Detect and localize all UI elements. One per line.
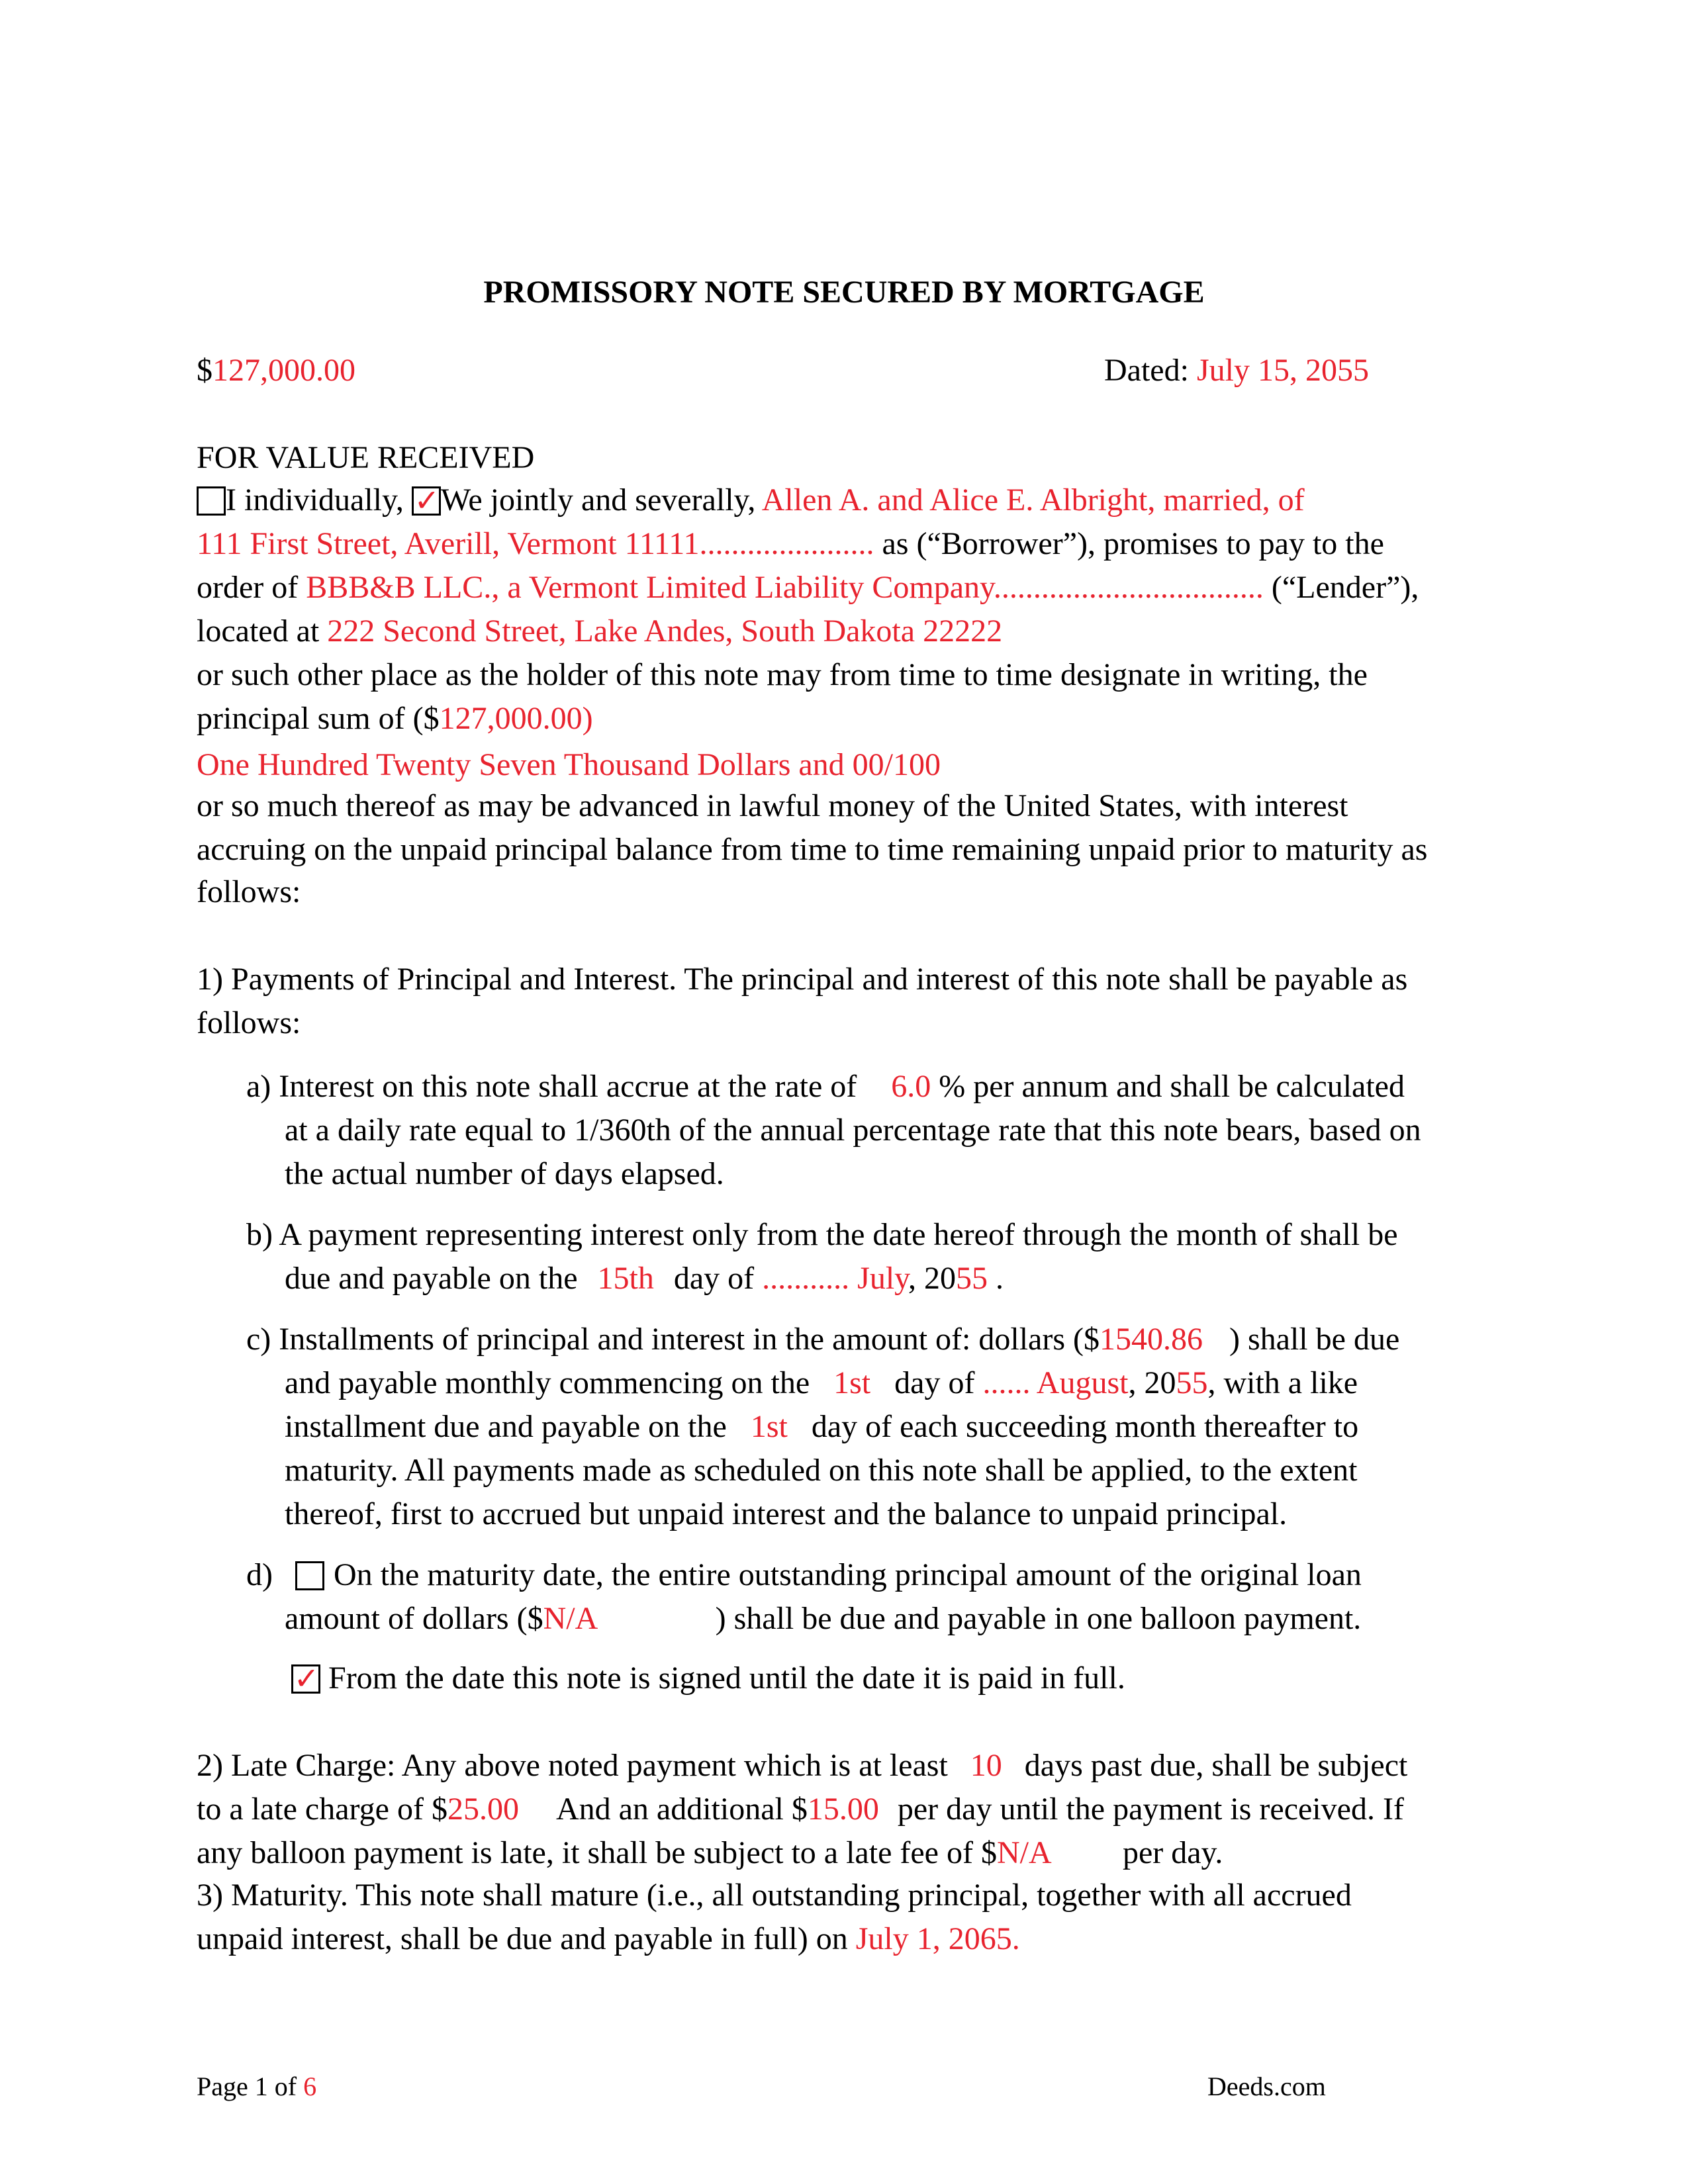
succeeding-day[interactable]: 1st xyxy=(750,1409,788,1444)
clause-d-line-1 xyxy=(246,1555,1362,1595)
section2-prefix: 2) Late Charge: Any above noted payment which is at least xyxy=(197,1748,948,1783)
jointly-check-icon: ✓ xyxy=(414,482,440,518)
paid-in-full-checkbox[interactable] xyxy=(291,1661,320,1696)
section2-line-3 xyxy=(197,1833,1223,1873)
clause-b-year-prefix: , 20 xyxy=(908,1261,957,1296)
lender-address[interactable]: 222 Second Street, Lake Andes, South Dakota 22222 xyxy=(327,614,1003,649)
interest-only-month[interactable]: ........... July xyxy=(762,1261,909,1296)
individually-label: I individually, xyxy=(226,482,404,518)
borrower-name[interactable]: Allen A. and Alice E. Albright, married, of xyxy=(761,482,1305,518)
clause-c-line2-suffix: , with a like xyxy=(1207,1365,1358,1400)
borrower-line-2 xyxy=(197,524,1384,564)
jointly-checkbox[interactable] xyxy=(412,482,441,518)
lender-name[interactable]: BBB&B LLC., a Vermont Limited Liability Company.................................. xyxy=(306,570,1264,605)
clause-a-suffix: % per annum and shall be calculated xyxy=(939,1069,1405,1104)
interest-rate[interactable]: 6.0 xyxy=(891,1069,931,1104)
body-line-1: or such other place as the holder of this note may from time to time designate in writing, the xyxy=(197,657,1368,692)
site-name: Deeds.com xyxy=(1207,2071,1326,2101)
principal-words[interactable]: One Hundred Twenty Seven Thousand Dollars and 00/100 xyxy=(197,747,941,782)
section2-suffix: days past due, shall be subject xyxy=(1024,1748,1408,1783)
clause-b-end: . xyxy=(996,1261,1004,1296)
document-title: PROMISSORY NOTE SECURED BY MORTGAGE xyxy=(483,275,1205,310)
individually-checkbox[interactable] xyxy=(197,486,226,516)
body-line-3: accruing on the unpaid principal balance from time to time remaining unpaid prior to maturity as xyxy=(197,832,1428,867)
additional-charge-amount[interactable]: 15.00 xyxy=(807,1792,879,1827)
page-total: 6 xyxy=(303,2071,317,2101)
section2-line2-mid: And an additional $ xyxy=(555,1792,808,1827)
dated-label: Dated: xyxy=(1104,353,1189,388)
order-of-label: order of xyxy=(197,570,299,605)
section3-line-1: 3) Maturity. This note shall mature (i.e., all outstanding principal, together with all accrued xyxy=(197,1878,1352,1913)
balloon-late-fee[interactable]: N/A xyxy=(996,1835,1052,1870)
principal-line xyxy=(197,699,593,739)
section2-line2-suffix: per day until the payment is received. If xyxy=(897,1792,1404,1827)
balloon-amount[interactable]: N/A xyxy=(543,1601,598,1636)
section1-heading-2: follows: xyxy=(197,1005,301,1040)
borrower-line-1 xyxy=(197,480,1305,520)
balloon-checkbox[interactable] xyxy=(295,1561,324,1590)
commencing-day[interactable]: 1st xyxy=(833,1365,871,1400)
clause-d-line2-suffix: ) shall be due and payable in one balloon payment. xyxy=(715,1601,1362,1636)
located-at-label: located at xyxy=(197,614,320,649)
clause-c-line3-prefix: installment due and payable on the xyxy=(285,1409,727,1444)
clause-c-line-5: thereof, first to accrued but unpaid interest and the balance to unpaid principal. xyxy=(285,1496,1288,1531)
principal-value[interactable]: 127,000.00) xyxy=(439,701,593,736)
commencing-month[interactable]: ...... August xyxy=(982,1365,1129,1400)
section1-heading: 1) Payments of Principal and Interest. The principal and interest of this note shall be payable as xyxy=(197,962,1408,997)
clause-c-suffix: ) shall be due xyxy=(1229,1322,1400,1357)
section2-line3-suffix: per day. xyxy=(1122,1835,1223,1870)
amount-line xyxy=(197,351,355,390)
for-value-received: FOR VALUE RECEIVED xyxy=(197,440,535,475)
principal-prefix: principal sum of ($ xyxy=(197,701,440,736)
section3-line-2 xyxy=(197,1919,1020,1959)
clause-d-line3-text: From the date this note is signed until the date it is paid in full. xyxy=(328,1661,1125,1696)
maturity-date[interactable]: July 1, 2065. xyxy=(855,1921,1020,1956)
page-number xyxy=(197,2070,316,2103)
clause-a-line-3: the actual number of days elapsed. xyxy=(285,1156,724,1191)
clause-c-line-4: maturity. All payments made as scheduled on this note shall be applied, to the extent xyxy=(285,1453,1358,1488)
borrower-as-text: as (“Borrower”), promises to pay to the xyxy=(882,526,1384,561)
clause-c-line-2 xyxy=(285,1363,1358,1403)
clause-b-line-1: b) A payment representing interest only from the date hereof through the month of shall be xyxy=(246,1217,1398,1252)
clause-a-line-1 xyxy=(246,1067,1405,1107)
clause-a-line-2: at a daily rate equal to 1/360th of the annual percentage rate that this note bears, based on xyxy=(285,1113,1421,1148)
section3-line2-prefix: unpaid interest, shall be due and payable in full) on xyxy=(197,1921,848,1956)
section2-line-1 xyxy=(197,1746,1407,1786)
lender-label: (“Lender”), xyxy=(1271,570,1419,605)
clause-b-line-2 xyxy=(285,1259,1004,1298)
clause-b-prefix: due and payable on the xyxy=(285,1261,578,1296)
clause-d-line-3 xyxy=(291,1659,1125,1698)
section2-line2-prefix: to a late charge of $ xyxy=(197,1792,447,1827)
dated-line xyxy=(1104,351,1369,390)
clause-a-prefix: a) Interest on this note shall accrue at the rate of xyxy=(246,1069,857,1104)
clause-c-prefix: c) Installments of principal and interest in the amount of: dollars ($ xyxy=(246,1322,1100,1357)
located-line xyxy=(197,612,1002,651)
clause-c-year-prefix: , 20 xyxy=(1128,1365,1176,1400)
clause-c-line3-suffix: day of each succeeding month thereafter to xyxy=(811,1409,1359,1444)
interest-only-day[interactable]: 15th xyxy=(597,1261,654,1296)
section2-line-2 xyxy=(197,1790,1404,1829)
dated-value[interactable]: July 15, 2055 xyxy=(1196,353,1369,388)
late-days[interactable]: 10 xyxy=(970,1748,1002,1783)
clause-d-line2-prefix: amount of dollars ($ xyxy=(285,1601,543,1636)
clause-b-dayof: day of xyxy=(673,1261,755,1296)
late-charge-amount[interactable]: 25.00 xyxy=(447,1792,519,1827)
borrower-address[interactable]: 111 First Street, Averill, Vermont 11111...................... xyxy=(197,526,874,561)
interest-only-year[interactable]: 55 xyxy=(956,1261,988,1296)
body-line-4: follows: xyxy=(197,874,301,909)
clause-d-text: On the maturity date, the entire outstanding principal amount of the original loan xyxy=(333,1557,1362,1592)
amount-value[interactable]: 127,000.00 xyxy=(212,353,355,388)
commencing-year[interactable]: 55 xyxy=(1176,1365,1208,1400)
clause-d-label: d) xyxy=(246,1557,273,1592)
clause-c-line2-prefix: and payable monthly commencing on the xyxy=(285,1365,810,1400)
clause-c-line-3 xyxy=(285,1407,1358,1447)
body-line-2: or so much thereof as may be advanced in lawful money of the United States, with interest xyxy=(197,788,1348,823)
clause-d-line-2 xyxy=(285,1599,1361,1639)
amount-prefix: $ xyxy=(197,353,212,388)
jointly-label: We jointly and severally, xyxy=(440,482,756,518)
lender-line xyxy=(197,568,1419,608)
installment-amount[interactable]: 1540.86 xyxy=(1100,1322,1203,1357)
section2-line3-prefix: any balloon payment is late, it shall be subject to a late fee of $ xyxy=(197,1835,997,1870)
paid-in-full-check-icon: ✓ xyxy=(293,1661,320,1696)
page-number-prefix: Page 1 of xyxy=(197,2071,297,2101)
clause-c-dayof: day of xyxy=(894,1365,975,1400)
clause-c-line-1 xyxy=(246,1320,1399,1359)
